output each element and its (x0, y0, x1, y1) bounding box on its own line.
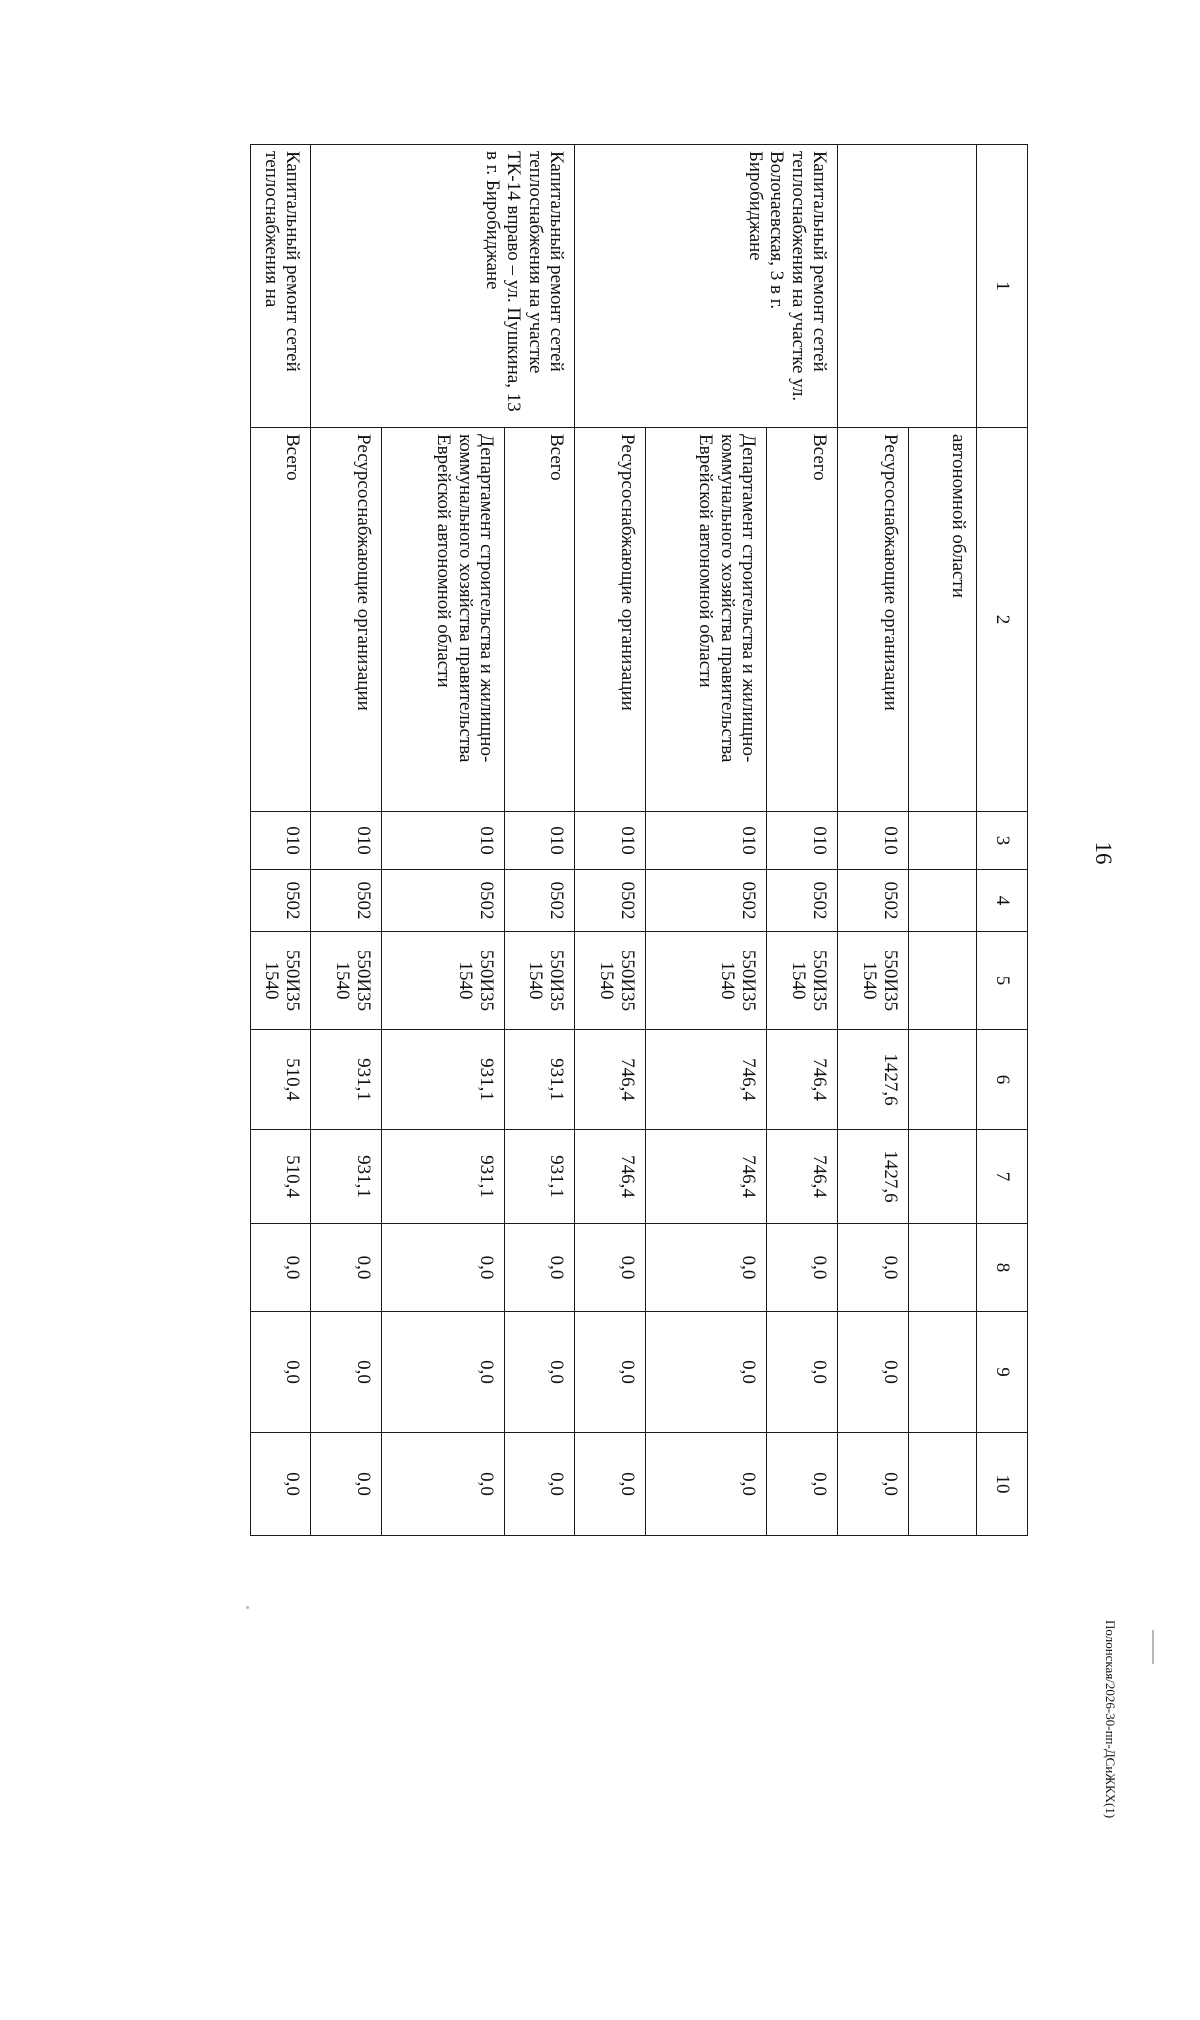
amount-cell: 746,4 (767, 1130, 838, 1224)
column-header: 6 (977, 1030, 1028, 1130)
amount-cell: 0,0 (838, 1312, 909, 1433)
amount-cell: 0,0 (382, 1224, 505, 1312)
column-header: 8 (977, 1224, 1028, 1312)
amount-cell: 510,4 (251, 1130, 311, 1224)
amount-cell: 746,4 (575, 1030, 646, 1130)
code-cell: 0502 (505, 870, 575, 932)
amount-cell: 746,4 (575, 1130, 646, 1224)
amount-cell: 931,1 (311, 1030, 382, 1130)
amount-cell: 931,1 (311, 1130, 382, 1224)
amount-cell: 0,0 (382, 1312, 505, 1433)
amount-cell: 0,0 (311, 1312, 382, 1433)
code-cell: 0502 (382, 870, 505, 932)
project-name: Капитальный ремонт сетей теплоснабжения на участке ул. Волочаевская, 3 в г. Биробиджане (575, 145, 838, 428)
amount-cell: 0,0 (838, 1433, 909, 1536)
recipient-name: Ресурсоснабжающие организации (838, 428, 909, 812)
amount-cell: 0,0 (575, 1224, 646, 1312)
code-cell: 550И35 1540 (646, 932, 767, 1030)
column-header: 7 (977, 1130, 1028, 1224)
amount-cell: 931,1 (505, 1030, 575, 1130)
code-cell: 010 (838, 812, 909, 870)
recipient-name: Ресурсоснабжающие организации (575, 428, 646, 812)
budget-table (250, 144, 1028, 1536)
footer-document-code: Полонская/2026-30-пп-ДСиЖКХ(1) (1103, 1620, 1118, 1819)
column-header: 9 (977, 1312, 1028, 1433)
amount-cell: 0,0 (767, 1224, 838, 1312)
code-cell: 010 (311, 812, 382, 870)
amount-cell: 746,4 (646, 1030, 767, 1130)
code-cell: 0502 (646, 870, 767, 932)
column-header: 10 (977, 1433, 1028, 1536)
amount-cell: 746,4 (646, 1130, 767, 1224)
column-header: 2 (977, 428, 1028, 812)
code-cell: 550И35 1540 (382, 932, 505, 1030)
amount-cell: 0,0 (646, 1224, 767, 1312)
amount-cell: 1427,6 (838, 1130, 909, 1224)
recipient-name: Департамент строительства и жилищно-коммунального хозяйства правительства Еврейской автономной области (382, 428, 505, 812)
code-cell: 010 (382, 812, 505, 870)
table-row (909, 145, 977, 1536)
amount-cell: 0,0 (767, 1433, 838, 1536)
code-cell: 550И35 1540 (767, 932, 838, 1030)
amount-cell: 931,1 (382, 1030, 505, 1130)
amount-cell: 0,0 (251, 1433, 311, 1536)
recipient-name: Департамент строительства и жилищно-коммунального хозяйства правительства Еврейской автономной области (646, 428, 767, 812)
column-header: 4 (977, 870, 1028, 932)
amount-cell: 1427,6 (838, 1030, 909, 1130)
table-row (767, 145, 838, 1536)
amount-cell: 0,0 (382, 1433, 505, 1536)
scan-artifact (246, 1606, 249, 1609)
code-cell: 0502 (311, 870, 382, 932)
table-row (251, 145, 311, 1536)
code-cell: 010 (575, 812, 646, 870)
recipient-name: Ресурсоснабжающие организации (311, 428, 382, 812)
code-cell: 010 (646, 812, 767, 870)
amount-cell: 931,1 (505, 1130, 575, 1224)
table-row (505, 145, 575, 1536)
amount-cell: 0,0 (838, 1224, 909, 1312)
amount-cell: 0,0 (311, 1433, 382, 1536)
amount-cell: 510,4 (251, 1030, 311, 1130)
project-name: Капитальный ремонт сетей теплоснабжения на (251, 145, 311, 428)
code-cell: 550И35 1540 (311, 932, 382, 1030)
amount-cell: 0,0 (505, 1433, 575, 1536)
amount-cell: 746,4 (767, 1030, 838, 1130)
column-header: 1 (977, 145, 1028, 428)
amount-cell: 0,0 (505, 1224, 575, 1312)
code-cell: 0502 (767, 870, 838, 932)
code-cell: 0502 (251, 870, 311, 932)
column-numbers-row (977, 145, 1028, 1536)
project-cell-continued (838, 145, 977, 428)
code-cell: 550И35 1540 (838, 932, 909, 1030)
code-cell: 0502 (838, 870, 909, 932)
amount-cell: 0,0 (505, 1312, 575, 1433)
amount-cell: 931,1 (382, 1130, 505, 1224)
scan-artifact (1152, 1630, 1154, 1664)
recipient-name: Всего (251, 428, 311, 812)
code-cell: 010 (505, 812, 575, 870)
project-name: Капитальный ремонт сетей теплоснабжения на участке ТК-14 вправо – ул. Пушкина, 13 в г. Биробиджане (311, 145, 575, 428)
amount-cell: 0,0 (646, 1433, 767, 1536)
code-cell: 0502 (575, 870, 646, 932)
code-cell: 010 (251, 812, 311, 870)
amount-cell: 0,0 (767, 1312, 838, 1433)
code-cell: 550И35 1540 (575, 932, 646, 1030)
amount-cell: 0,0 (311, 1224, 382, 1312)
column-header: 5 (977, 932, 1028, 1030)
amount-cell: 0,0 (251, 1312, 311, 1433)
code-cell: 550И35 1540 (251, 932, 311, 1030)
page-number: 16 (1091, 841, 1116, 865)
recipient-name: автономной области (909, 428, 977, 812)
recipient-name: Всего (505, 428, 575, 812)
code-cell: 010 (767, 812, 838, 870)
amount-cell: 0,0 (251, 1224, 311, 1312)
code-cell: 550И35 1540 (505, 932, 575, 1030)
amount-cell: 0,0 (646, 1312, 767, 1433)
column-header: 3 (977, 812, 1028, 870)
amount-cell: 0,0 (575, 1312, 646, 1433)
recipient-name: Всего (767, 428, 838, 812)
amount-cell: 0,0 (575, 1433, 646, 1536)
